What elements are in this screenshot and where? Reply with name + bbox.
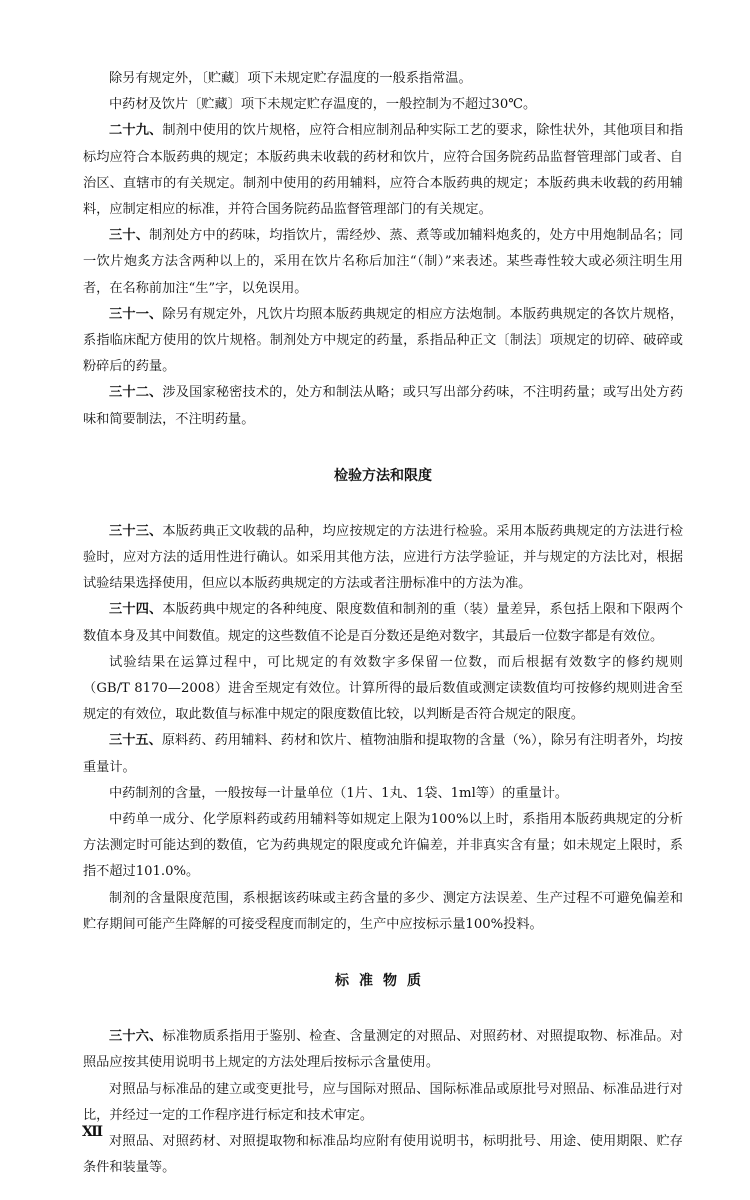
paragraph-text: 中药材及饮片〔贮藏〕项下未规定贮存温度的，一般控制为不超过30℃。 — [109, 97, 537, 113]
paragraph-text: 试验结果在运算过程中，可比规定的有效数字多保留一位数，而后根据有效数字的修约规则（GB/T 8170—2008）进舍至规定有效位。计算所得的最后数值或测定读数值均可按修约规则进舍至规定的有效位，取此数值与标准中规定的限度数值比较，以判断是否符合规定的限度。 — [83, 654, 683, 723]
paragraph-text: 本版药典中规定的各种纯度、限度数值和制剂的重（装）量差异，系包括上限和下限两个数值本身及其中间数值。规定的这些数值不论是百分数还是绝对数字，其最后一位数字都是有效位。 — [83, 602, 684, 644]
clause-number: 三十四、 — [109, 602, 163, 618]
paragraph — [83, 302, 683, 381]
paragraph-text: 中药单一成分、化学原料药或药用辅料等如规定上限为100%以上时，系指用本版药典规定的分析方法测定时可能达到的数值，它为药典规定的限度或允许偏差，并非真实含有量；如未规定上限时，系指不超过101.0%。 — [83, 812, 683, 880]
page-body — [83, 66, 683, 1181]
paragraph-text: 制剂中使用的饮片规格，应符合相应制剂品种实际工艺的要求，除性状外，其他项目和指标均应符合本版药典的规定；本版药典未收载的药材和饮片，应符合国务院药品监督管理部门或者、自治区、直辖市的有关规定。制剂中使用的药用辅料，应符合本版药典的规定；本版药典未收载的药用辅料，应制定相应的标准，并符合国务院药品监督管理部门的有关规定。 — [83, 123, 684, 218]
clause-number: 三十六、 — [109, 1029, 163, 1045]
paragraph — [83, 118, 683, 223]
paragraph — [83, 807, 683, 886]
paragraph — [83, 66, 683, 92]
paragraph-text: 本版药典正文收载的品种，均应按规定的方法进行检验。采用本版药典规定的方法进行检验时，应对方法的适用性进行确认。如采用其他方法，应进行方法学验证，并与规定的方法比对，根据试验结果选择使用，但应以本版药典规定的方法或者注册标准中的方法为准。 — [83, 523, 684, 592]
paragraph — [83, 519, 683, 598]
paragraph — [83, 650, 683, 729]
page-number: Ⅻ — [82, 1124, 103, 1140]
clause-number: 三十三、 — [109, 523, 163, 539]
paragraph — [83, 886, 683, 938]
paragraph-text: 制剂处方中的药味，均指饮片，需经炒、蒸、煮等或加辅料炮炙的，处方中用炮制品名；同一饮片炮炙方法含两种以上的，采用在饮片名称后加注“（制）”来表述。某些毒性较大或必须注明生用者，在名称前加注“生”字，以免误用。 — [83, 228, 684, 296]
paragraph-text: 除另有规定外，凡饮片均照本版药典规定的相应方法炮制。本版药典规定的各饮片规格，系指临床配方使用的饮片规格。制剂处方中规定的药量，系指品种正文〔制法〕项规定的切碎、破碎或粉碎后的药量。 — [83, 306, 684, 375]
clause-number: 三十五、 — [109, 733, 162, 749]
paragraph-text: 原料药、药用辅料、药材和饮片、植物油脂和提取物的含量（%），除另有注明者外，均按重量计。 — [83, 733, 683, 775]
clause-number: 三十、 — [109, 228, 150, 244]
paragraph — [83, 1129, 683, 1181]
paragraph — [83, 597, 683, 649]
paragraph-text: 制剂的含量限度范围，系根据该药味或主药含量的多少、测定方法误差、生产过程不可避免偏差和贮存期间可能产生降解的可接受程度而制定的，生产中应按标示量100%投料。 — [83, 890, 683, 932]
paragraph — [83, 728, 683, 780]
paragraph-text: 除另有规定外，〔贮藏〕项下未规定贮存温度的一般系指常温。 — [109, 71, 472, 86]
paragraph — [83, 223, 683, 302]
section-heading: 检验方法和限度 — [334, 467, 432, 484]
paragraph — [83, 1077, 683, 1129]
paragraph — [83, 92, 683, 118]
clause-number: 三十一、 — [109, 306, 163, 322]
clause-number: 二十九、 — [109, 123, 163, 139]
paragraph-text: 对照品、对照药材、对照提取物和标准品均应附有使用说明书，标明批号、用途、使用期限、贮存条件和装量等。 — [83, 1133, 683, 1176]
paragraph-text: 中药制剂的含量，一般按每一计量单位（1片、1丸、1袋、1ml等）的重量计。 — [109, 785, 569, 801]
paragraph — [83, 781, 683, 807]
paragraph-text: 涉及国家秘密技术的，处方和制法从略；或只写出部分药味，不注明药量；或写出处方药味和简要制法，不注明药量。 — [83, 385, 684, 427]
paragraph-text: 对照品与标准品的建立或变更批号，应与国际对照品、国际标准品或原批号对照品、标准品进行对比，并经过一定的工作程序进行标定和技术审定。 — [83, 1081, 683, 1123]
paragraph — [83, 380, 683, 432]
section-heading: 标准物质 — [335, 973, 431, 990]
paragraph-text: 标准物质系指用于鉴别、检查、含量测定的对照品、对照药材、对照提取物、标准品。对照品应按其使用说明书上规定的方法处理后按标示含量使用。 — [83, 1029, 684, 1071]
paragraph — [83, 1024, 683, 1076]
clause-number: 三十二、 — [109, 385, 163, 401]
